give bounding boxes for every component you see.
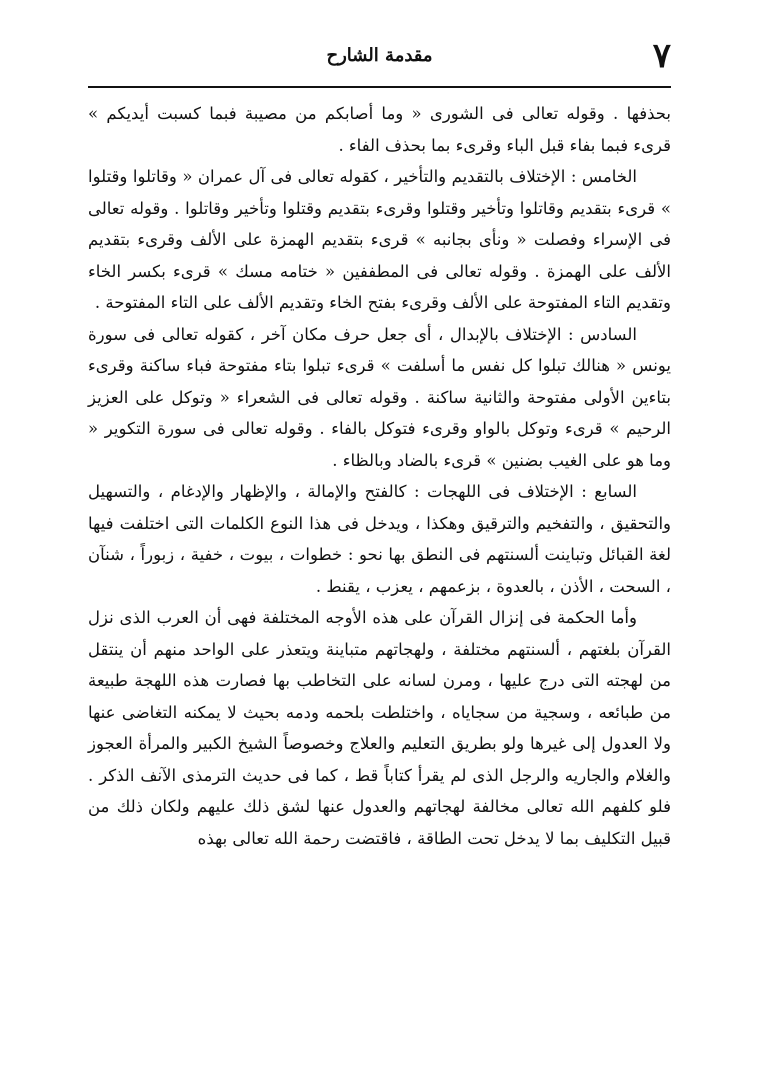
paragraph: وأما الحكمة فى إنزال القرآن على هذه الأوجه المختلفة فهى أن العرب الذى نزل القرآن بلغتهم ، ألسنتهم مختلفة ، ولهجاتهم متباينة ويتعذر على الواحد منهم أن ينتقل من لهجته التى درج عليها ، ومرن لسانه على التخاطب بها فصارت هذه اللهجة طبيعة من طبائعه ، وسجية من سجاياه ، واختلطت بلحمه ودمه بحيث لا يمكنه التغاضى عنها ولا العدول إلى غيرها ولو بطريق التعليم والعلاج وخصوصاً الشيخ الكبير والمرأة العجوز والغلام والجاريه والرجل الذى لم يقرأ كتاباً قط ، كما فى حديث الترمذى الآنف الذكر . فلو كلفهم الله تعالى مخالفة لهجاتهم والعدول عنها لشق ذلك عليهم ولكان ذلك من قبيل التكليف بما لا يدخل تحت الطاقة ، فاقتضت رحمة الله تعالى بهذه [88,608,671,848]
paragraph: السابع : الإختلاف فى اللهجات : كالفتح والإمالة ، والإظهار والإدغام ، والتسهيل والتحقيق ، والتفخيم والترقيق وهكذا ، ويدخل فى هذا النوع الكلمات التى اختلفت فيها لغة القبائل وتباينت ألسنتهم فى النطق بها نحو : خطوات ، بيوت ، خفية ، زبوراً ، شنآن ، السحت ، الأذن ، بالعدوة ، بزعمهم ، يعزب ، يقنط . [88,482,671,596]
page-number: ٧ [652,36,671,76]
page-header [88,34,671,78]
header-rule [88,86,671,88]
running-title: مقدمة الشارح [326,45,433,66]
paragraph: الخامس : الإختلاف بالتقديم والتأخير ، كقوله تعالى فى آل عمران « وقاتلوا وقتلوا » قرىء بتقديم وقاتلوا وتأخير وقتلوا وقرىء بتقديم وقتلوا وتأخير وقاتلوا . وقوله تعالى فى الإسراء وفصلت « ونأى بجانبه » قرىء بتقديم الهمزة على الألف وقرىء بتقديم الألف على الهمزة . وقوله تعالى فى المطففين « ختامه مسك » قرىء بكسر الخاء وتقديم التاء المفتوحة على الألف وقرىء بفتح الخاء وتقديم الألف على التاء المفتوحة . [88,167,671,312]
paragraph: السادس : الإختلاف بالإبدال ، أى جعل حرف مكان آخر ، كقوله تعالى فى سورة يونس « هنالك تبلوا كل نفس ما أسلفت » قرىء تبلوا بتاء مفتوحة فباء ساكنة وقرىء بتاءين الأولى مفتوحة والثانية ساكنة . وقوله تعالى فى الشعراء « وتوكل على العزيز الرحيم » قرىء وتوكل بالواو وقرىء فتوكل بالفاء . وقوله تعالى فى سورة التكوير « وما هو على الغيب بضنين » قرىء بالضاد وبالظاء . [88,324,671,470]
paragraph: بحذفها . وقوله تعالى فى الشورى « وما أصابكم من مصيبة فبما كسبت أيديكم » قرىء فبما بفاء قبل الباء وقرىء بما بحذف الفاء . [88,104,671,155]
body-text [88,98,671,854]
